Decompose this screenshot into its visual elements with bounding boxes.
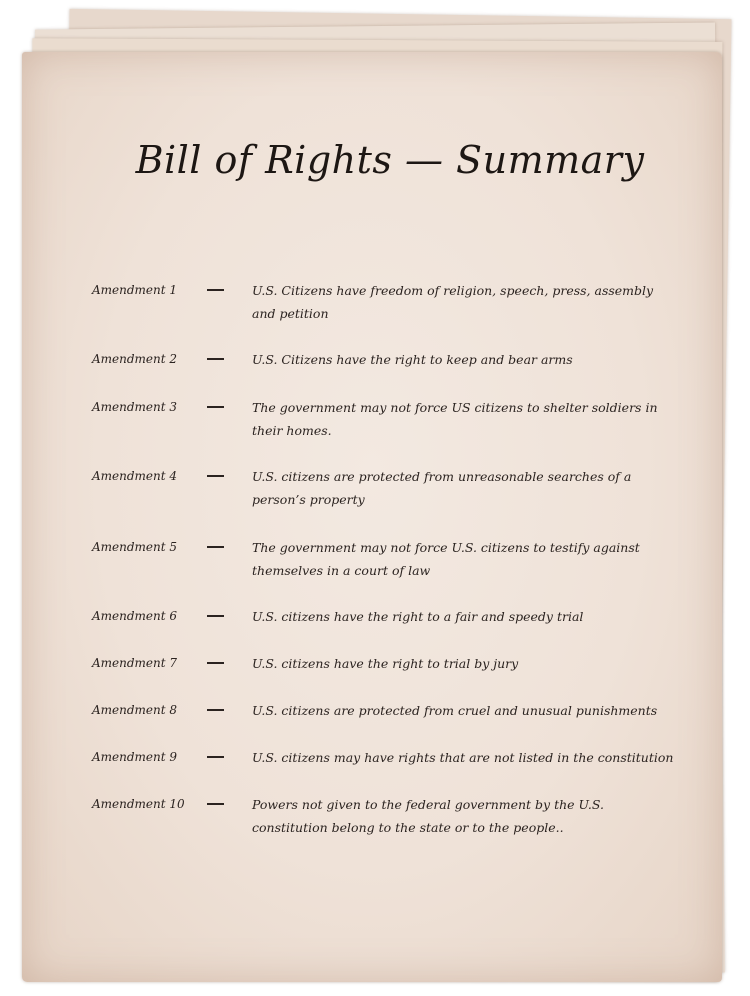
- amendment-description: U.S. Citizens have the right to keep and bear arms: [252, 352, 573, 367]
- em-dash: [207, 756, 224, 758]
- amendment-label: Amendment 2: [92, 352, 178, 366]
- amendment-label: Amendment 7: [92, 656, 178, 670]
- amendment-description: U.S. citizens have the right to trial by jury: [252, 656, 519, 671]
- amendment-description: U.S. citizens have the right to a fair and speedy trial: [252, 609, 584, 624]
- em-dash: [207, 803, 224, 805]
- em-dash: [207, 546, 224, 548]
- page-title: Bill of Rights — Summary: [135, 138, 645, 182]
- em-dash: [207, 709, 224, 711]
- em-dash: [207, 475, 224, 477]
- amendment-label: Amendment 6: [92, 609, 178, 623]
- amendment-description: U.S. citizens are protected from cruel and unusual punishments: [252, 703, 658, 718]
- amendment-label: Amendment 8: [92, 703, 178, 717]
- amendment-label: Amendment 10: [92, 797, 185, 811]
- amendment-description: Powers not given to the federal government by the U.S. constitution belong to the state or to the people..: [252, 797, 604, 835]
- em-dash: [207, 406, 224, 408]
- amendment-label: Amendment 9: [92, 750, 178, 764]
- amendment-label: Amendment 4: [92, 469, 178, 483]
- amendment-description: U.S. Citizens have freedom of religion, speech, press, assembly and petition: [252, 283, 654, 321]
- amendment-description: The government may not force U.S. citizens to testify against themselves in a court of law: [252, 540, 640, 578]
- em-dash: [207, 662, 224, 664]
- amendment-description: The government may not force US citizens to shelter soldiers in their homes.: [252, 400, 658, 438]
- amendment-description: U.S. citizens may have rights that are not listed in the constitution: [252, 750, 674, 765]
- em-dash: [207, 289, 224, 291]
- amendment-label: Amendment 5: [92, 540, 178, 554]
- em-dash: [207, 358, 224, 360]
- em-dash: [207, 615, 224, 617]
- amendment-label: Amendment 3: [92, 400, 178, 414]
- amendment-description: U.S. citizens are protected from unreasonable searches of a person’s property: [252, 469, 632, 507]
- amendment-label: Amendment 1: [92, 283, 178, 297]
